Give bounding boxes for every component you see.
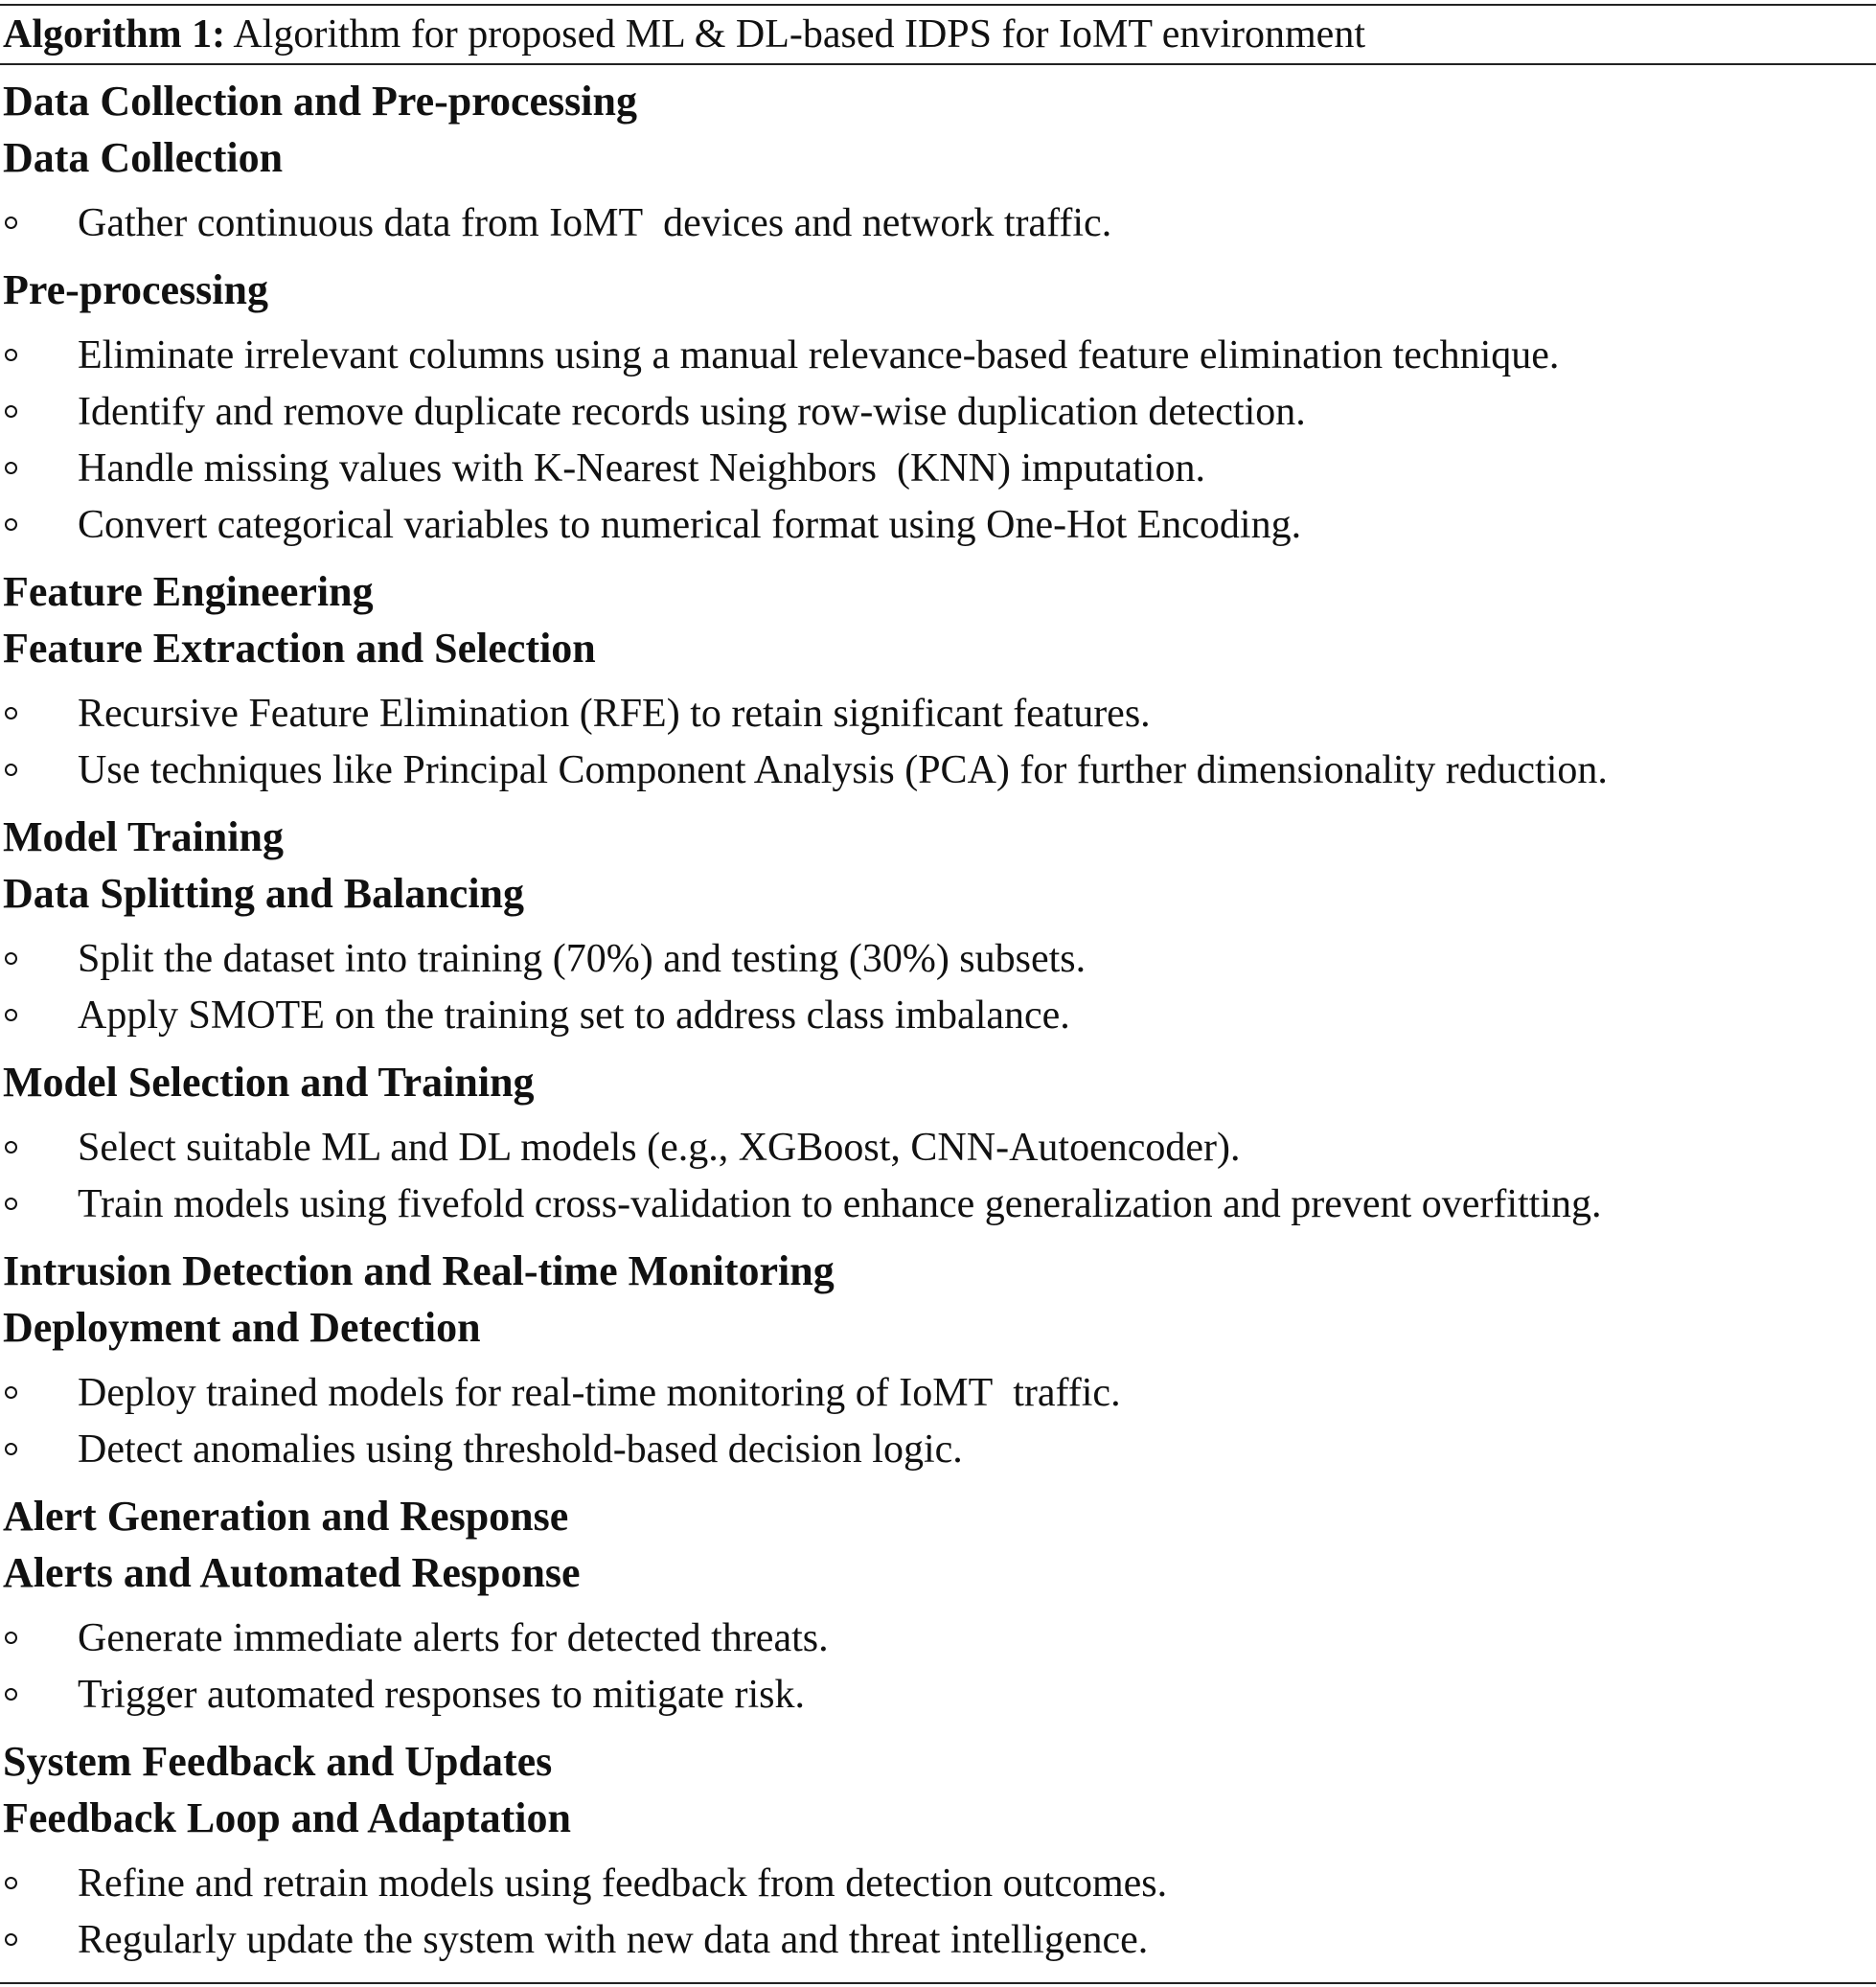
step-list	[0, 1356, 1876, 1488]
algorithm-caption	[0, 6, 1876, 63]
list-item	[0, 328, 1876, 384]
step-list	[0, 186, 1876, 262]
hollow-bullet-icon	[5, 462, 17, 474]
step-list	[0, 318, 1876, 563]
subsection-heading: Feedback Loop and Adaptation	[3, 1794, 571, 1841]
subsection-heading: Data Splitting and Balancing	[3, 870, 525, 917]
list-item	[0, 1667, 1876, 1724]
hollow-bullet-icon	[5, 1009, 17, 1021]
list-item-text: Generate immediate alerts for detected threats.	[78, 1616, 829, 1660]
subsection-heading: Feature Extraction and Selection	[3, 625, 596, 672]
list-item-text: Recursive Feature Elimination (RFE) to retain significant features.	[78, 692, 1151, 736]
list-item	[0, 195, 1876, 252]
hollow-bullet-icon	[5, 952, 17, 965]
step-list	[0, 676, 1876, 809]
subsection-heading: Data Collection	[3, 134, 284, 181]
list-item-text: Deploy trained models for real-time monitoring of IoMT traffic.	[78, 1371, 1121, 1415]
step-list	[0, 1110, 1876, 1243]
subsection-heading: Model Selection and Training	[3, 1059, 535, 1106]
list-item-text: Regularly update the system with new data and threat intelligence.	[78, 1918, 1149, 1962]
hollow-bullet-icon	[5, 1877, 17, 1889]
hollow-bullet-icon	[5, 1443, 17, 1455]
hollow-bullet-icon	[5, 1386, 17, 1399]
step-list	[0, 922, 1876, 1054]
list-item-text: Use techniques like Principal Component Analysis (PCA) for further dimensionality reduction.	[78, 748, 1608, 792]
subsection-heading: Deployment and Detection	[3, 1304, 481, 1351]
hollow-bullet-icon	[5, 764, 17, 776]
subsection-heading: Alerts and Automated Response	[3, 1549, 581, 1596]
list-item	[0, 1365, 1876, 1422]
list-item	[0, 742, 1876, 799]
list-item	[0, 1912, 1876, 1969]
list-item-text: Refine and retrain models using feedback from detection outcomes.	[78, 1861, 1168, 1906]
list-item-text: Split the dataset into training (70%) and testing (30%) subsets.	[78, 937, 1087, 981]
bottom-rule	[0, 1982, 1876, 1984]
section-heading: Alert Generation and Response	[3, 1493, 569, 1540]
list-item-text: Trigger automated responses to mitigate risk.	[78, 1673, 805, 1717]
list-item-text: Identify and remove duplicate records using row-wise duplication detection.	[78, 390, 1306, 434]
section-heading: Feature Engineering	[3, 568, 374, 615]
section-heading: Model Training	[3, 813, 284, 860]
list-item-text: Train models using fivefold cross-validation to enhance generalization and prevent overfitting.	[78, 1182, 1602, 1226]
subsection-heading: Pre-processing	[3, 266, 268, 313]
list-item-text: Eliminate irrelevant columns using a manual relevance-based feature elimination technique.	[78, 333, 1560, 377]
hollow-bullet-icon	[5, 518, 17, 531]
list-item-text: Detect anomalies using threshold-based decision logic.	[78, 1427, 963, 1472]
list-item	[0, 384, 1876, 441]
list-item-text: Apply SMOTE on the training set to address class imbalance.	[78, 994, 1070, 1038]
section-heading: Intrusion Detection and Real-time Monitoring	[3, 1247, 835, 1294]
list-item	[0, 988, 1876, 1044]
list-item	[0, 497, 1876, 554]
list-item	[0, 1422, 1876, 1478]
step-list	[0, 1846, 1876, 1978]
list-item-text: Handle missing values with K-Nearest Neighbors (KNN) imputation.	[78, 446, 1205, 491]
section-heading: System Feedback and Updates	[3, 1738, 553, 1785]
algorithm-title: Algorithm for proposed ML & DL-based IDPS for IoMT environment	[233, 12, 1365, 57]
list-item	[0, 686, 1876, 742]
list-item	[0, 1856, 1876, 1912]
list-item-text: Convert categorical variables to numerical format using One-Hot Encoding.	[78, 503, 1302, 547]
hollow-bullet-icon	[5, 1933, 17, 1946]
hollow-bullet-icon	[5, 349, 17, 361]
hollow-bullet-icon	[5, 707, 17, 719]
step-list	[0, 1601, 1876, 1733]
hollow-bullet-icon	[5, 1632, 17, 1644]
hollow-bullet-icon	[5, 405, 17, 418]
hollow-bullet-icon	[5, 1688, 17, 1701]
algorithm-body	[0, 65, 1876, 1978]
hollow-bullet-icon	[5, 1198, 17, 1210]
list-item	[0, 1176, 1876, 1233]
section-heading: Data Collection and Pre-processing	[3, 78, 637, 125]
hollow-bullet-icon	[5, 217, 17, 229]
hollow-bullet-icon	[5, 1141, 17, 1153]
algorithm-label: Algorithm 1:	[3, 12, 226, 57]
list-item-text: Gather continuous data from IoMT devices and network traffic.	[78, 201, 1112, 245]
list-item	[0, 931, 1876, 988]
list-item-text: Select suitable ML and DL models (e.g., XGBoost, CNN-Autoencoder).	[78, 1126, 1241, 1170]
list-item	[0, 441, 1876, 497]
list-item	[0, 1120, 1876, 1176]
list-item	[0, 1610, 1876, 1667]
